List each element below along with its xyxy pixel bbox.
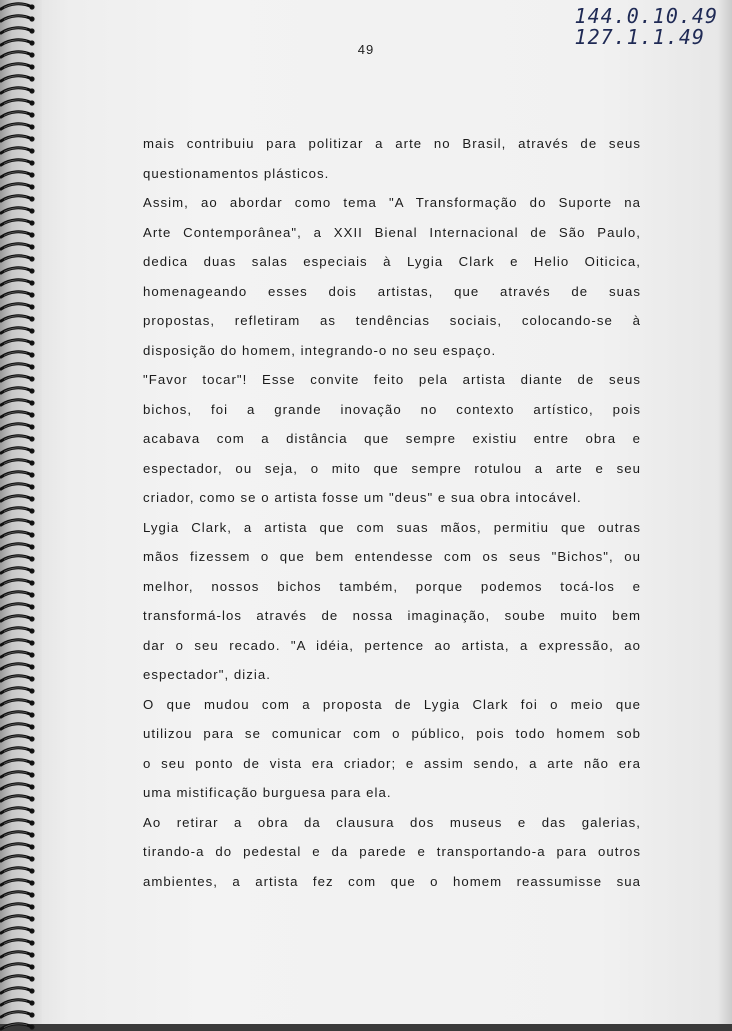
binding-coil — [0, 650, 40, 659]
binding-coil — [0, 842, 40, 851]
binding-coil — [0, 830, 40, 839]
binding-coil — [0, 230, 40, 239]
text-line: mãos fizessem o que bem entendesse com os seus "Bichos", ou — [143, 549, 641, 564]
binding-coil — [0, 446, 40, 455]
binding-coil — [0, 806, 40, 815]
page-number: 49 — [357, 42, 375, 57]
text-line: espectador, ou seja, o mito que sempre rotulou a arte e seu — [143, 460, 641, 476]
binding-coil — [0, 734, 40, 743]
binding-coil — [0, 626, 40, 635]
binding-coil — [0, 782, 40, 791]
binding-coil — [0, 350, 40, 359]
binding-coil — [0, 554, 40, 563]
binding-coil — [0, 410, 40, 419]
binding-coil — [0, 302, 40, 311]
text-line: O que mudou com a proposta de Lygia Clark foi o meio que — [143, 696, 641, 712]
text-line: acabava com a distância que sempre existiu entre obra e — [143, 431, 641, 446]
binding-coil — [0, 110, 40, 119]
binding-coil — [0, 374, 40, 383]
binding-coil — [0, 194, 40, 203]
binding-coil — [0, 506, 40, 515]
binding-coil — [0, 206, 40, 215]
text-line: homenageando esses dois artistas, que através de suas — [143, 283, 641, 299]
handwritten-note-line-1: 144.0.10.49 — [574, 4, 718, 28]
binding-coil — [0, 866, 40, 875]
text-line: Ao retirar a obra da clausura dos museus e das galerias, — [143, 814, 641, 830]
text-line: dar o seu recado. "A idéia, pertence ao artista, a expressão, ao — [143, 637, 641, 653]
binding-coil — [0, 434, 40, 443]
binding-coil — [0, 602, 40, 611]
binding-coil — [0, 794, 40, 803]
binding-coil — [0, 278, 40, 287]
handwritten-note-line-2: 127.1.1.49 — [574, 25, 705, 49]
binding-coil — [0, 566, 40, 575]
binding-coil — [0, 518, 40, 527]
binding-coil — [0, 758, 40, 767]
binding-coil — [0, 638, 40, 647]
binding-coil — [0, 614, 40, 623]
binding-coil — [0, 578, 40, 587]
text-line: criador, como se o artista fosse um "deus" e sua obra intocável. — [143, 490, 582, 505]
binding-coil — [0, 950, 40, 959]
binding-coil — [0, 398, 40, 407]
binding-coil — [0, 590, 40, 599]
binding-coil — [0, 1010, 40, 1019]
text-line: Assim, ao abordar como tema "A Transformação do Suporte na — [143, 195, 641, 210]
binding-coil — [0, 770, 40, 779]
text-line: dedica duas salas especiais à Lygia Clark e Helio Oiticica, — [143, 254, 641, 269]
binding-coil — [0, 170, 40, 179]
text-line: ambientes, a artista fez com que o homem reassumisse sua — [143, 873, 641, 889]
binding-coil — [0, 986, 40, 995]
binding-coil — [0, 494, 40, 503]
text-line: mais contribuiu para politizar a arte no Brasil, através de seus — [143, 136, 641, 151]
text-line: espectador", dizia. — [143, 667, 271, 682]
binding-coil — [0, 146, 40, 155]
binding-coil — [0, 974, 40, 983]
binding-coil — [0, 326, 40, 335]
text-line: tirando-a do pedestal e da parede e transportando-a para outros — [143, 844, 641, 859]
binding-coil — [0, 98, 40, 107]
binding-coil — [0, 158, 40, 167]
binding-coil — [0, 386, 40, 395]
binding-coil — [0, 878, 40, 887]
text-line: bichos, foi a grande inovação no contexto artístico, pois — [143, 401, 641, 417]
binding-coil — [0, 482, 40, 491]
binding-coil — [0, 266, 40, 275]
binding-coil — [0, 710, 40, 719]
binding-coil — [0, 290, 40, 299]
binding-coil — [0, 914, 40, 923]
binding-coil — [0, 134, 40, 143]
binding-coil — [0, 530, 40, 539]
binding-coil — [0, 674, 40, 683]
binding-coil — [0, 14, 40, 23]
text-line: propostas, refletiram as tendências sociais, colocando-se à — [143, 313, 641, 328]
text-line: Lygia Clark, a artista que com suas mãos, permitiu que outras — [143, 519, 641, 535]
binding-coil — [0, 458, 40, 467]
text-line: questionamentos plásticos. — [143, 165, 330, 181]
text-line: melhor, nossos bichos também, porque podemos tocá-los e — [143, 578, 641, 594]
binding-coil — [0, 746, 40, 755]
binding-coil — [0, 962, 40, 971]
binding-coil — [0, 938, 40, 947]
spiral-binding — [0, 0, 42, 1024]
binding-coil — [0, 62, 40, 71]
binding-coil — [0, 818, 40, 827]
binding-coil — [0, 218, 40, 227]
binding-coil — [0, 338, 40, 347]
binding-coil — [0, 242, 40, 251]
binding-coil — [0, 926, 40, 935]
binding-coil — [0, 542, 40, 551]
binding-coil — [0, 2, 40, 11]
binding-coil — [0, 470, 40, 479]
text-line: uma mistificação burguesa para ela. — [143, 785, 392, 800]
binding-coil — [0, 254, 40, 263]
binding-coil — [0, 26, 40, 35]
binding-coil — [0, 122, 40, 131]
text-line: "Favor tocar"! Esse convite feito pela artista diante de seus — [143, 372, 641, 387]
text-line: o seu ponto de vista era criador; e assim sendo, a arte não era — [143, 755, 641, 771]
body-text — [143, 129, 641, 896]
binding-coil — [0, 698, 40, 707]
text-line: utilizou para se comunicar com o público, pois todo homem sob — [143, 726, 641, 741]
binding-coil — [0, 902, 40, 911]
binding-coil — [0, 686, 40, 695]
binding-coil — [0, 362, 40, 371]
binding-coil — [0, 1022, 40, 1031]
binding-coil — [0, 662, 40, 671]
binding-coil — [0, 86, 40, 95]
binding-coil — [0, 722, 40, 731]
binding-coil — [0, 314, 40, 323]
text-line: transformá-los através de nossa imaginação, soube muito bem — [143, 608, 641, 623]
binding-coil — [0, 998, 40, 1007]
binding-coil — [0, 182, 40, 191]
binding-coil — [0, 854, 40, 863]
binding-coil — [0, 74, 40, 83]
text-line: Arte Contemporânea", a XXII Bienal Internacional de São Paulo, — [143, 224, 641, 240]
text-line: disposição do homem, integrando-o no seu espaço. — [143, 342, 497, 358]
binding-coil — [0, 890, 40, 899]
binding-coil — [0, 422, 40, 431]
